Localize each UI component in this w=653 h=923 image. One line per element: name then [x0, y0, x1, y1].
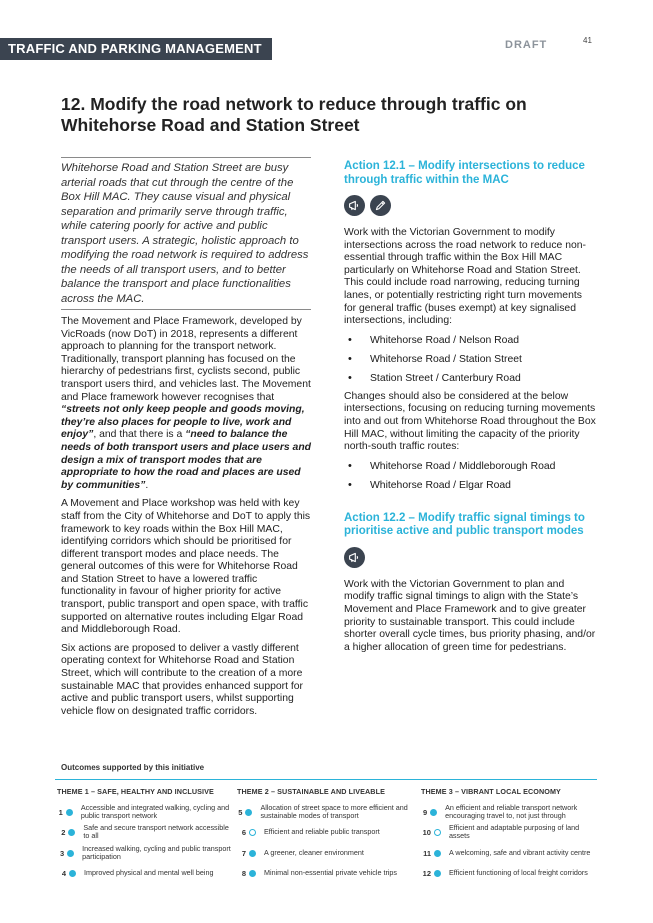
page-title: 12. Modify the road network to reduce through traffic on Whitehorse Road and Station Street [61, 94, 527, 135]
theme-3-label: THEME 3 – VIBRANT LOCAL ECONOMY [421, 787, 561, 796]
megaphone-icon [344, 195, 365, 216]
p1-text-a: The Movement and Place Framework, developed by VicRoads (now DoT) in 2018, represents a different approach to planning for the transport network. Traditionally, transport planning has focused on the hierarchy of pedestrians first, cyclists second, public transport users third, and vehicles last. The Movement and Place framework however recognises that [61, 316, 311, 403]
page-number: 41 [583, 36, 592, 45]
outcome-supported-dot [249, 870, 256, 877]
outcome-text: A greener, cleaner environment [264, 847, 364, 857]
list-item: • Station Street / Canterbury Road [344, 372, 596, 385]
p1-quote-2: “need to balance the needs of both transport users and place users and design a mix of transport modes that are appropriate to how the road and places are used by communities” [61, 429, 312, 491]
action-12-2-icons [344, 547, 596, 568]
outcome-number: 4 [61, 868, 66, 878]
section-title: TRAFFIC AND PARKING MANAGEMENT [8, 41, 262, 56]
action-12-1-list-2 [344, 460, 596, 492]
outcome-item [421, 801, 601, 823]
action-12-1 [344, 160, 596, 492]
outcomes-title: Outcomes supported by this initiative [61, 763, 205, 772]
list-item: • Whitehorse Road / Elgar Road [344, 479, 596, 492]
outcome-item [421, 842, 601, 864]
list-item: • Whitehorse Road / Nelson Road [344, 334, 596, 347]
outcome-text: Allocation of street space to more efficient and sustainable modes of transport [260, 802, 408, 820]
theme-2-label: THEME 2 – SUSTAINABLE AND LIVEABLE [237, 787, 385, 796]
outcome-supported-dot [434, 870, 441, 877]
megaphone-icon [344, 547, 365, 568]
action-12-2-title: Action 12.2 – Modify traffic signal timings to prioritise active and public transport modes [344, 511, 585, 538]
outcome-supported-dot [69, 870, 76, 877]
action-12-1-paragraph-1: Work with the Victorian Government to modify intersections across the road network to reduce non-essential through traffic within the Box Hill MAC particularly on Whitehorse Road and Station Street. This could include road narrowing, reducing turning lanes, or potentially restricting right turn movements for general traffic (buses exempt) at key signalised intersections, including: [344, 227, 586, 327]
outcome-number: 10 [422, 827, 431, 837]
right-column [344, 160, 596, 654]
list-item: • Whitehorse Road / Middleborough Road [344, 460, 596, 473]
body-paragraph-1 [61, 316, 311, 492]
outcome-number: 2 [61, 827, 66, 837]
action-12-2 [344, 512, 596, 655]
outcome-supported-dot [66, 809, 73, 816]
action-12-2-paragraph-1: Work with the Victorian Government to plan and modify traffic signal timings to align with the State’s Movement and Place Framework and to give greater priority to sustainable transport. This could include shorter overall cycle times, bus priority phasing, and/or a higher allocation of green time for pedestrians. [344, 578, 596, 653]
action-12-1-title: Action 12.1 – Modify intersections to reduce through traffic within the MAC [344, 160, 585, 186]
outcome-number: 8 [241, 868, 246, 878]
outcome-text: Efficient functioning of local freight corridors [449, 867, 588, 877]
section-header-band [0, 38, 272, 60]
outcome-item [421, 821, 601, 843]
outcome-number: 6 [241, 827, 246, 837]
outcome-item [236, 862, 420, 884]
outcome-supported-dot [430, 809, 437, 816]
outcome-item [56, 862, 236, 884]
outcome-number: 12 [422, 868, 431, 878]
outcome-number: 1 [58, 807, 63, 817]
outcome-number: 9 [422, 807, 428, 817]
outcome-item [421, 862, 601, 884]
outcome-text: Efficient and reliable public transport [264, 826, 380, 836]
outcome-item [236, 842, 420, 864]
body-paragraph-3: Six actions are proposed to deliver a vastly different operating context for Whitehorse Road and Station Street, which will contribute to the creation of a more sustainable MAC that provides enhanced support for active and public transport users, whilst supporting vehicle flow on designated traffic corridors. [61, 642, 304, 717]
action-12-1-paragraph-2: Changes should also be considered at the below intersections, focusing on reducing turning movements into and out from Whitehorse Road throughout the Box Hill MAC, without limiting the capacity of the priority north-south traffic routes: [344, 390, 596, 453]
outcome-number: 3 [59, 848, 65, 858]
left-column [61, 157, 311, 718]
outcome-item [56, 821, 236, 843]
outcomes-divider [55, 779, 597, 780]
outcome-text: An efficient and reliable transport network encouraging travel to, not just through [445, 802, 578, 820]
outcome-supported-dot [68, 829, 75, 836]
action-12-1-list-1 [344, 334, 596, 385]
outcome-number: 7 [241, 848, 246, 858]
outcome-text: Increased walking, cycling and public transport participation [82, 843, 231, 861]
outcome-text: Accessible and integrated walking, cycling and public transport network [80, 802, 230, 820]
outcome-supported-dot [434, 850, 441, 857]
pencil-icon [370, 195, 391, 216]
intro-paragraph: Whitehorse Road and Station Street are busy arterial roads that cut through the centre of the Box Hill MAC. They cause visual and physical separation and primarily serve through traffic, while catering poorly for active and public transport users. A strategic, holistic approach to modifying the road network is required to address the needs of all transport users, and to better balance the transport and place functionalities across the MAC. [61, 157, 311, 310]
outcome-number: 5 [238, 807, 243, 817]
theme-1-label: THEME 1 – SAFE, HEALTHY AND INCLUSIVE [57, 787, 214, 796]
outcome-item [236, 801, 420, 823]
outcome-item [56, 842, 236, 864]
body-paragraph-2: A Movement and Place workshop was held with key staff from the City of Whitehorse and DoT to apply this framework to key roads within the Box Hill MAC, identifying corridors which should be prioritised for different transport modes and place needs. The general outcomes of this were for Whitehorse Road and Station Street to have a lowered traffic functionality in favour of higher priority for active transport, public transport and open space, with traffic supported on alternative routes including Elgar Road and Middleborough Road. [61, 498, 311, 636]
list-item: • Whitehorse Road / Station Street [344, 353, 596, 366]
outcome-item [236, 821, 420, 843]
draft-label: DRAFT [505, 39, 548, 51]
outcome-text: Improved physical and mental well being [84, 867, 214, 877]
outcome-item [56, 801, 236, 823]
outcome-text: A welcoming, safe and vibrant activity centre [449, 847, 591, 857]
p1-text-b: , and that there is a [93, 429, 186, 441]
outcome-text: Efficient and adaptable purposing of land assets [448, 822, 580, 840]
p1-quote-1: “streets not only keep people and goods moving, they’re also places for people to live, work and enjoy” [61, 404, 305, 441]
outcome-text: Safe and secure transport network accessible to all [83, 822, 229, 840]
p1-text-c: . [145, 479, 149, 491]
outcome-text: Minimal non-essential private vehicle trips [264, 867, 398, 877]
outcome-number: 11 [423, 848, 431, 858]
action-12-1-icons [344, 195, 596, 216]
outcome-supported-dot [249, 850, 256, 857]
outcome-supported-dot [245, 809, 252, 816]
outcome-supported-dot [67, 850, 74, 857]
outcome-unsupported-dot [434, 829, 441, 836]
outcome-unsupported-dot [249, 829, 256, 836]
